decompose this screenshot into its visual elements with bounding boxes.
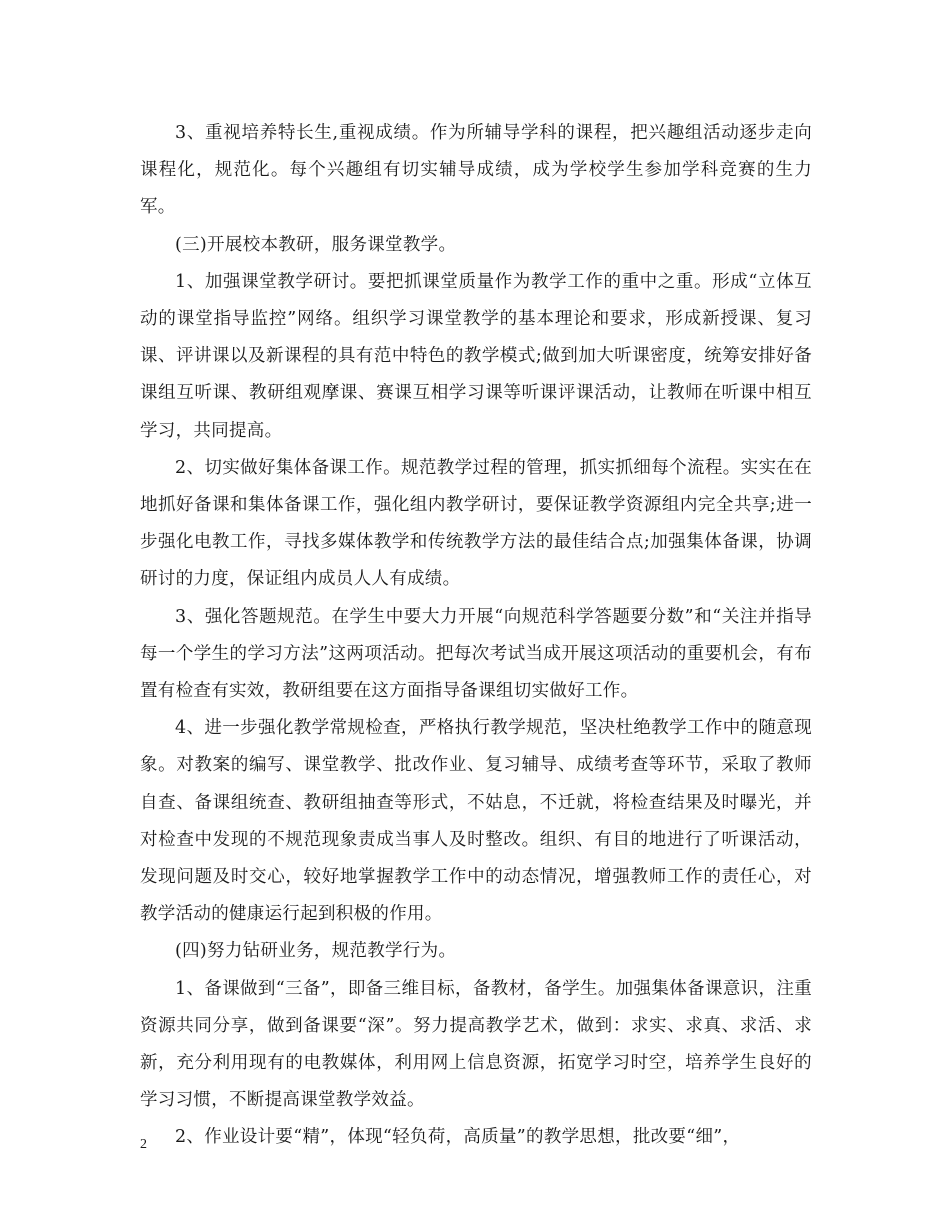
paragraph-7: 2、作业设计要“精”，体现“轻负荷，高质量”的教学思想，批改要“细”，	[175, 1127, 741, 1148]
paragraph-3: 2、切实做好集体备课工作。规范教学过程的管理，抓实抓细每个流程。实实在在地抓好备课和集体备课工作，强化组内教学研讨，要保证教学资源组内完全共享;进一步强化电教工作，寻找多媒体教学和传统教学方法的最佳结合点;加强集体备课，协调研讨的力度，保证组内成员人人有成绩。	[140, 457, 812, 590]
paragraph-5: 4、进一步强化教学常规检查，严格执行教学规范，坚决杜绝教学工作中的随意现象。对教案的编写、课堂教学、批改作业、复习辅导、成绩考查等环节，采取了教师自查、备课组统查、教研组抽查等形式，不姑息，不迁就，将检查结果及时曝光，并对检查中发现的不规范现象责成当事人及时整改。组织、有目的地进行了听课活动，发现问题及时交心，较好地掌握教学工作中的动态情况，增强教师工作的责任心，对教学活动的健康运行起到积极的作用。	[140, 718, 812, 925]
section-heading-3: (三)开展校本教研，服务课堂教学。	[175, 234, 457, 255]
paragraph-2: 1、加强课堂教学研讨。要把抓课堂质量作为教学工作的重中之重。形成“立体互动的课堂指导监控”网络。组织学习课堂教学的基本理论和要求，形成新授课、复习课、评讲课以及新课程的具有范中特色的教学模式;做到加大听课密度，统筹安排好备课组互听课、教研组观摩课、赛课互相学习课等听课评课活动，让教师在听课中相互学习，共同提高。	[140, 271, 812, 441]
document-body	[140, 115, 812, 1157]
paragraph-4: 3、强化答题规范。在学生中要大力开展“向规范科学答题要分数”和“关注并指导每一个学生的学习方法”这两项活动。把每次考试当成开展这项活动的重要机会，有布置有检查有实效，教研组要在这方面指导备课组切实做好工作。	[140, 606, 812, 702]
paragraph-1: 3、重视培养特长生,重视成绩。作为所辅导学科的课程，把兴趣组活动逐步走向课程化，规范化。每个兴趣组有切实辅导成绩，成为学校学生参加学科竞赛的生力军。	[140, 123, 812, 218]
page-number: 2	[140, 1137, 147, 1152]
paragraph-6: 1、备课做到“三备”，即备三维目标，备教材，备学生。加强集体备课意识，注重资源共同分享，做到备课要“深”。努力提高教学艺术，做到：求实、求真、求活、求新，充分利用现有的电教媒体，利用网上信息资源，拓宽学习时空，培养学生良好的学习习惯，不断提高课堂教学效益。	[140, 978, 812, 1111]
section-heading-4: (四)努力钻研业务，规范教学行为。	[175, 941, 457, 962]
